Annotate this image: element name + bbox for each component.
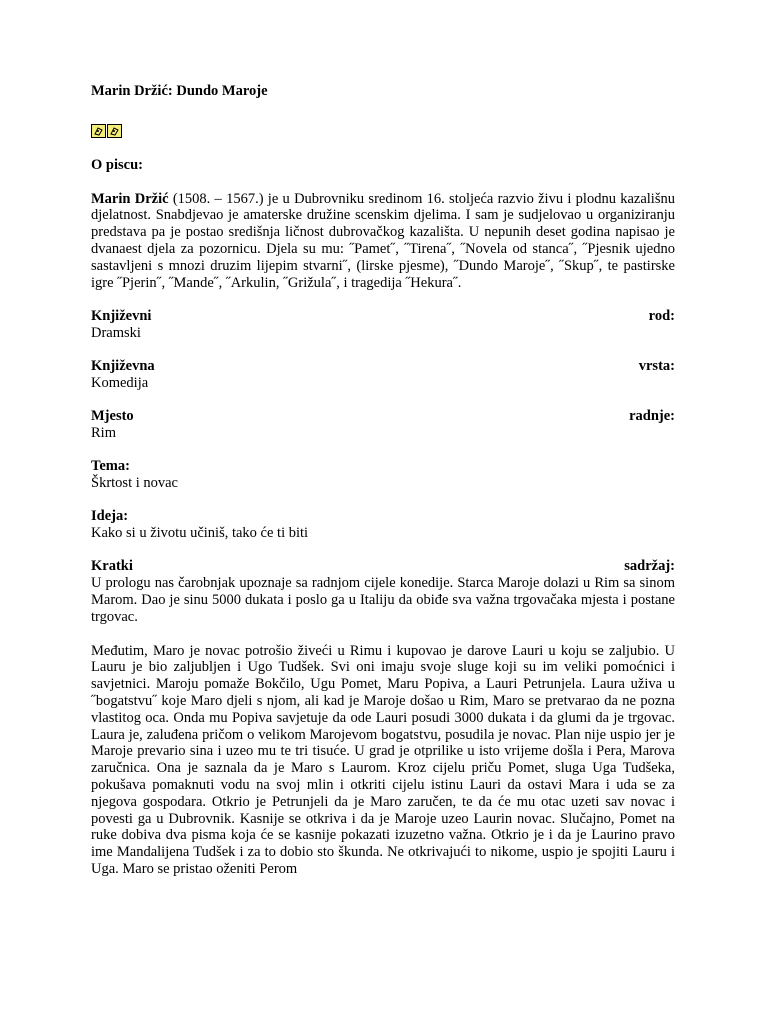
field-vrsta-label bbox=[91, 358, 675, 375]
field-ideja bbox=[91, 508, 675, 542]
summary-paragraph-2: Međutim, Maro je novac potrošio živeći u Rimu i kupovao je darove Lauri u koju se zaljubio. U Lauru je bio zaljubljen i Ugo Tudšek. Svi oni imaju svoje sluge koji su im veliki pomoćnici i savjetnici. Maroju pomaže Bokčilo, Ugu Pomet, Maru Popiva, a Lauri Petrunjela. Laura uživa u ˝bogatstvu˝ koje Maro djeli s njom, ali kad je Maroje došao u Rim, Maro se pretvarao da ne pozna vlastitog oca. Onda mu Popiva savjetuje da ode Lauri posudi 3000 dukata i da glumi da je trgovac. Laura je, zaluđena pričom o velikom Marojevom bogatstvu, posudila je novac. Plan nije uspio jer je Maroje prevario sina i uzeo mu te tri tisuće. U grad je otprilike u isto vrijeme došla i Pera, Marova zaručnica. Ona je saznala da je Maro s Laurom. Kroz cijelu priču Pomet, sluga Uga Tudšeka, pokušava pomaknuti vodu na svoj mlin i otkriti cijelu istinu Lauri da ostavi Mara i uda se za njegova gospodara. Otkrio je Petrunjeli da je Maro zaručen, te da će mu otac uzeti sav novac i povesti ga u Dubrovnik. Kasnije se otkriva i da je Maroje uzeo Laurin novac. Slučajno, Pomet na ruke dobiva dva pisma koja će se kasnije pokazati izuzetno važna. Otkrio je i da je Laurino pravo ime Mandalijena Tudšek i za to dobio sto škunda. Ne otkrivajući to nikome, uspio je spojiti Lauru i Uga. Maro se pristao oženiti Perom bbox=[91, 642, 675, 877]
section-heading-o-piscu: O piscu: bbox=[91, 156, 143, 173]
field-sadrzaj bbox=[91, 558, 675, 877]
author-name: Marin Držić bbox=[91, 190, 169, 207]
field-ideja-label: Ideja: bbox=[91, 508, 129, 525]
field-sadrzaj-label bbox=[91, 558, 675, 575]
field-rod bbox=[91, 308, 675, 342]
field-sadrzaj-label-left: Kratki bbox=[91, 558, 133, 575]
summary-paragraph-1: U prologu nas čarobnjak upoznaje sa radnjom cijele konedije. Starca Maroje dolazi u Rim sa sinom Marom. Dao je sinu 5000 dukata i poslo ga u Italiju da obiđe sva važna trgovačaka mjesta i postane trgovac. bbox=[91, 575, 675, 625]
field-tema-label: Tema: bbox=[91, 458, 130, 475]
document-title: Marin Držić: Dundo Maroje bbox=[91, 83, 268, 99]
field-vrsta-label-right: vrsta: bbox=[638, 357, 675, 374]
field-rod-label-right: rod: bbox=[648, 307, 675, 324]
document-body bbox=[91, 83, 675, 878]
image-placeholder-icon[interactable] bbox=[107, 124, 122, 138]
field-rod-label bbox=[91, 308, 675, 325]
field-mjesto-label-right: radnje: bbox=[629, 408, 675, 425]
field-sadrzaj-label-right: sadržaj: bbox=[624, 558, 675, 575]
field-mjesto-label bbox=[91, 408, 675, 425]
field-vrsta bbox=[91, 358, 675, 392]
field-ideja-value: Kako si u životu učiniš, tako će ti biti bbox=[91, 525, 309, 542]
field-tema-value: Škrtost i novac bbox=[91, 474, 178, 491]
author-paragraph bbox=[91, 191, 675, 292]
field-vrsta-label-left: Književna bbox=[91, 357, 155, 374]
field-rod-label-left: Književni bbox=[91, 307, 152, 324]
image-placeholder-icon[interactable] bbox=[91, 124, 106, 138]
field-mjesto-value: Rim bbox=[91, 424, 116, 441]
field-rod-value: Dramski bbox=[91, 324, 141, 341]
field-mjesto-label-left: Mjesto bbox=[91, 408, 134, 425]
author-bio-text: (1508. – 1567.) je u Dubrovniku sredinom 16. stoljeća razvio živu i plodnu kazališnu djelatnost. Snabdjevao je amaterske družine scenskim djelima. I sam je sudjelovao u organiziranju predstava pa je postao središnja ličnost dubrovačkog kazališta. U nepunih deset godina napisao je dvanaest djela za pozornicu. Djela su mu: ˝Pamet˝, ˝Tirena˝, ˝Novela od stanca˝, ˝Pjesnik ujedno sastavljeni s mnozi druzim lijepim stvarni˝, (lirske pjesme), ˝Dundo Maroje˝, ˝Skup˝, te pastirske igre ˝Pjerin˝, ˝Mande˝, ˝Arkulin, ˝Grižula˝, i tragedija ˝Hekura˝. bbox=[91, 190, 675, 291]
field-vrsta-value: Komedija bbox=[91, 374, 149, 391]
field-mjesto bbox=[91, 408, 675, 442]
field-tema bbox=[91, 458, 675, 492]
image-placeholder-group bbox=[91, 124, 675, 138]
